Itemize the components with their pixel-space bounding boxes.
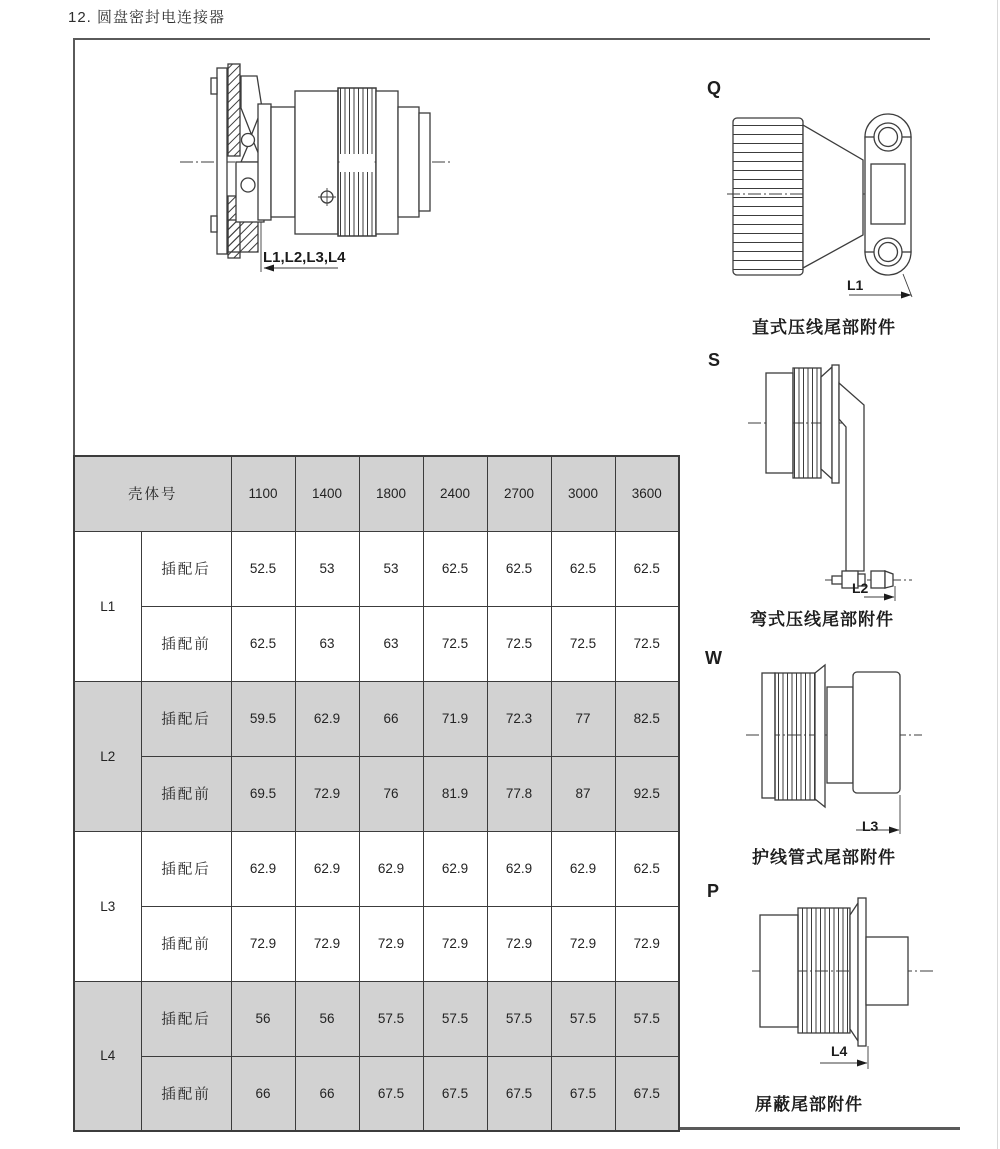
value-cell: 57.5	[487, 981, 551, 1056]
value-cell: 62.5	[551, 531, 615, 606]
value-cell: 62.5	[615, 831, 679, 906]
knurl-ring	[793, 368, 821, 478]
dimensions-table	[73, 455, 680, 1132]
accessory-w-drawing	[742, 662, 937, 840]
value-cell: 66	[359, 681, 423, 756]
value-cell: 67.5	[551, 1056, 615, 1131]
shell-col-header: 1800	[359, 456, 423, 531]
value-cell: 57.5	[551, 981, 615, 1056]
knurl-ring	[733, 118, 803, 275]
value-cell: 53	[359, 531, 423, 606]
value-cell: 62.5	[487, 531, 551, 606]
row-label-cell: 插配前	[141, 1056, 231, 1131]
value-cell: 62.5	[231, 606, 295, 681]
accessory-s-caption: 弯式压线尾部附件	[750, 610, 894, 629]
value-cell: 62.9	[423, 831, 487, 906]
conduit-body	[853, 672, 900, 793]
accessory-p-caption: 屏蔽尾部附件	[755, 1095, 863, 1114]
value-cell: 72.9	[487, 906, 551, 981]
accessory-w-dim: L3	[862, 818, 879, 834]
value-cell: 87	[551, 756, 615, 831]
row-label-cell: 插配后	[141, 531, 231, 606]
value-cell: 77	[551, 681, 615, 756]
value-cell: 62.9	[551, 831, 615, 906]
value-cell: 62.9	[359, 831, 423, 906]
group-name-cell: L4	[74, 981, 141, 1131]
row-label-cell: 插配前	[141, 606, 231, 681]
shell-col-header: 2700	[487, 456, 551, 531]
main-dimension-label: L1,L2,L3,L4	[263, 249, 346, 266]
value-cell: 62.9	[295, 681, 359, 756]
value-cell: 62.9	[487, 831, 551, 906]
row-label-cell: 插配前	[141, 756, 231, 831]
value-cell: 72.5	[423, 606, 487, 681]
value-cell: 72.9	[615, 906, 679, 981]
value-cell: 62.5	[615, 531, 679, 606]
value-cell: 56	[295, 981, 359, 1056]
value-cell: 62.9	[231, 831, 295, 906]
accessory-p-code: P	[707, 881, 720, 901]
value-cell: 66	[295, 1056, 359, 1131]
shell-number-header: 壳体号	[74, 456, 231, 531]
value-cell: 52.5	[231, 531, 295, 606]
value-cell: 57.5	[423, 981, 487, 1056]
value-cell: 72.9	[551, 906, 615, 981]
value-cell: 72.5	[487, 606, 551, 681]
shield-sleeve	[866, 937, 908, 1005]
value-cell: 63	[359, 606, 423, 681]
row-label-cell: 插配后	[141, 681, 231, 756]
value-cell: 62.5	[423, 531, 487, 606]
value-cell: 53	[295, 531, 359, 606]
group-name-cell: L3	[74, 831, 141, 981]
page-border-top	[73, 38, 930, 40]
panel-hatch-top	[228, 64, 240, 156]
accessory-s-drawing	[740, 365, 920, 605]
row-label-cell: 插配前	[141, 906, 231, 981]
value-cell: 71.9	[423, 681, 487, 756]
row-label-cell: 插配后	[141, 981, 231, 1056]
value-cell: 81.9	[423, 756, 487, 831]
value-cell: 67.5	[615, 1056, 679, 1131]
value-cell: 77.8	[487, 756, 551, 831]
value-cell: 67.5	[359, 1056, 423, 1131]
value-cell: 76	[359, 756, 423, 831]
accessory-p-dim: L4	[831, 1043, 848, 1059]
shell-col-header: 3000	[551, 456, 615, 531]
group-name-cell: L1	[74, 531, 141, 681]
accessory-w-caption: 护线管式尾部附件	[752, 848, 896, 867]
value-cell: 72.5	[615, 606, 679, 681]
value-cell: 72.9	[231, 906, 295, 981]
value-cell: 92.5	[615, 756, 679, 831]
value-cell: 72.9	[359, 906, 423, 981]
value-cell: 72.9	[295, 906, 359, 981]
elbow-tube	[839, 383, 864, 571]
accessory-q-code: Q	[707, 78, 722, 98]
value-cell: 72.5	[551, 606, 615, 681]
value-cell: 67.5	[423, 1056, 487, 1131]
value-cell: 62.9	[295, 831, 359, 906]
scan-edge-line	[997, 0, 998, 1149]
shell-col-header: 2400	[423, 456, 487, 531]
accessory-q-drawing	[727, 98, 927, 300]
accessory-q-dim: L1	[847, 277, 864, 293]
value-cell: 72.9	[295, 756, 359, 831]
value-cell: 57.5	[615, 981, 679, 1056]
value-cell: 63	[295, 606, 359, 681]
value-cell: 72.9	[423, 906, 487, 981]
shell-col-header: 1100	[231, 456, 295, 531]
group-name-cell: L2	[74, 681, 141, 831]
value-cell: 66	[231, 1056, 295, 1131]
value-cell: 82.5	[615, 681, 679, 756]
value-cell: 59.5	[231, 681, 295, 756]
shell-col-header: 1400	[295, 456, 359, 531]
row-label-cell: 插配后	[141, 831, 231, 906]
value-cell: 57.5	[359, 981, 423, 1056]
value-cell: 72.3	[487, 681, 551, 756]
accessory-s-dim: L2	[852, 580, 869, 596]
value-cell: 69.5	[231, 756, 295, 831]
knurl-ring	[798, 908, 850, 1033]
accessory-s-code: S	[708, 350, 721, 370]
value-cell: 56	[231, 981, 295, 1056]
shell-col-header: 3600	[615, 456, 679, 531]
accessory-w-code: W	[705, 648, 722, 668]
value-cell: 67.5	[487, 1056, 551, 1131]
page-title: 12. 圆盘密封电连接器	[68, 9, 226, 26]
accessory-q-caption: 直式压线尾部附件	[752, 318, 896, 337]
knurl-ring	[775, 673, 818, 800]
